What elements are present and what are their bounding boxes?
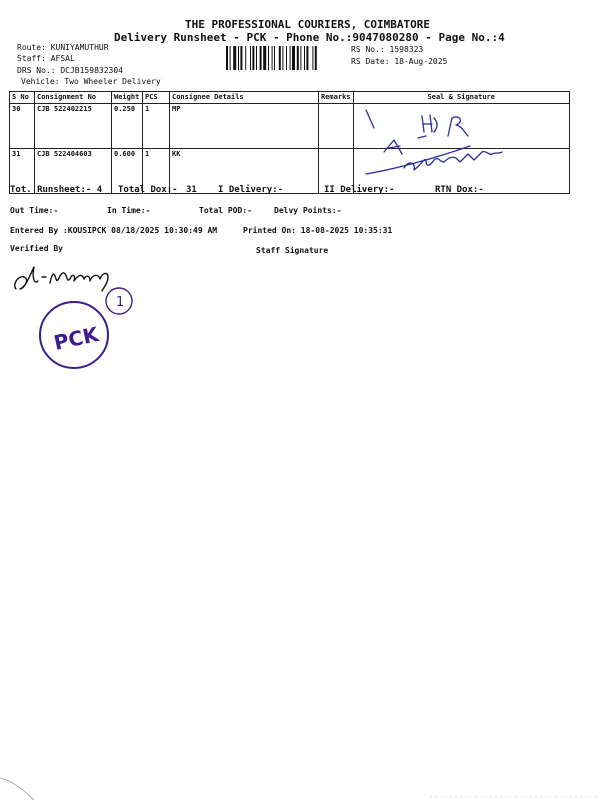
col-consignment: Consignment No <box>35 92 112 104</box>
row-sno: 30 <box>10 104 35 149</box>
row-pcs: 1 <box>143 149 170 194</box>
i-delivery: I Delivery:- <box>218 185 284 195</box>
row-remarks <box>319 104 354 149</box>
runsheet-subtitle: Delivery Runsheet - PCK - Phone No.:9047080280 - Page No.:4 <box>114 31 505 44</box>
stamp-number: 1 <box>116 295 125 310</box>
rs-number: RS No.: 1598323 <box>351 45 424 54</box>
row-weight: 0.250 <box>112 104 143 149</box>
printed-on: Printed On: 18-08-2025 10:35:31 <box>243 226 393 235</box>
route-label: Route: KUNIYAMUTHUR <box>17 43 109 52</box>
total-dox: Total Dox:- <box>118 185 178 195</box>
in-time: In Time:- <box>107 206 151 215</box>
verified-by-label: Verified By <box>10 244 63 253</box>
barcode <box>226 46 348 70</box>
col-sno: S No <box>10 92 35 104</box>
col-weight: Weight <box>112 92 143 104</box>
pck-stamp <box>34 280 134 375</box>
entered-by: Entered By :KOUSIPCK 08/18/2025 10:30:49 AM <box>10 226 218 235</box>
row-weight: 0.600 <box>112 149 143 194</box>
staff-signature-label: Staff Signature <box>256 246 329 255</box>
receiver-signature <box>360 102 520 182</box>
tot-runsheet: Tot. Runsheet:- 4 <box>10 185 103 195</box>
row-pcs: 1 <box>143 104 170 149</box>
total-pod: Total POD:- <box>199 206 252 215</box>
total-dox-value: 31 <box>186 185 197 195</box>
col-seal-signature: Seal & Signature <box>353 92 569 104</box>
staff-label: Staff: AFSAL <box>17 54 75 63</box>
row-consignment: CJB 522402215 <box>35 104 112 149</box>
col-remarks: Remarks <box>319 92 354 104</box>
row-sno: 31 <box>10 149 35 194</box>
company-title: THE PROFESSIONAL COURIERS, COIMBATORE <box>185 18 431 31</box>
out-time: Out Time:- <box>10 206 59 215</box>
delvy-points: Delvy Points:- <box>274 206 342 215</box>
col-consignee: Consignee Details <box>170 92 319 104</box>
stamp-text: PCK <box>51 322 101 355</box>
ii-delivery: II Delivery:- <box>324 185 395 195</box>
row-consignee: KK <box>170 149 319 194</box>
row-consignment: CJB 522404603 <box>35 149 112 194</box>
row-consignee: MP <box>170 104 319 149</box>
scan-corner-mark <box>430 794 600 800</box>
scan-corner-mark <box>0 770 40 800</box>
rtn-dox: RTN Dox:- <box>435 185 484 195</box>
vehicle-label: Vehicle: Two Wheeler Delivery <box>21 77 161 86</box>
drs-number: DRS No.: DCJB159832304 <box>17 66 123 75</box>
rs-date: RS Date: 18-Aug-2025 <box>351 57 448 66</box>
col-pcs: PCS <box>143 92 170 104</box>
